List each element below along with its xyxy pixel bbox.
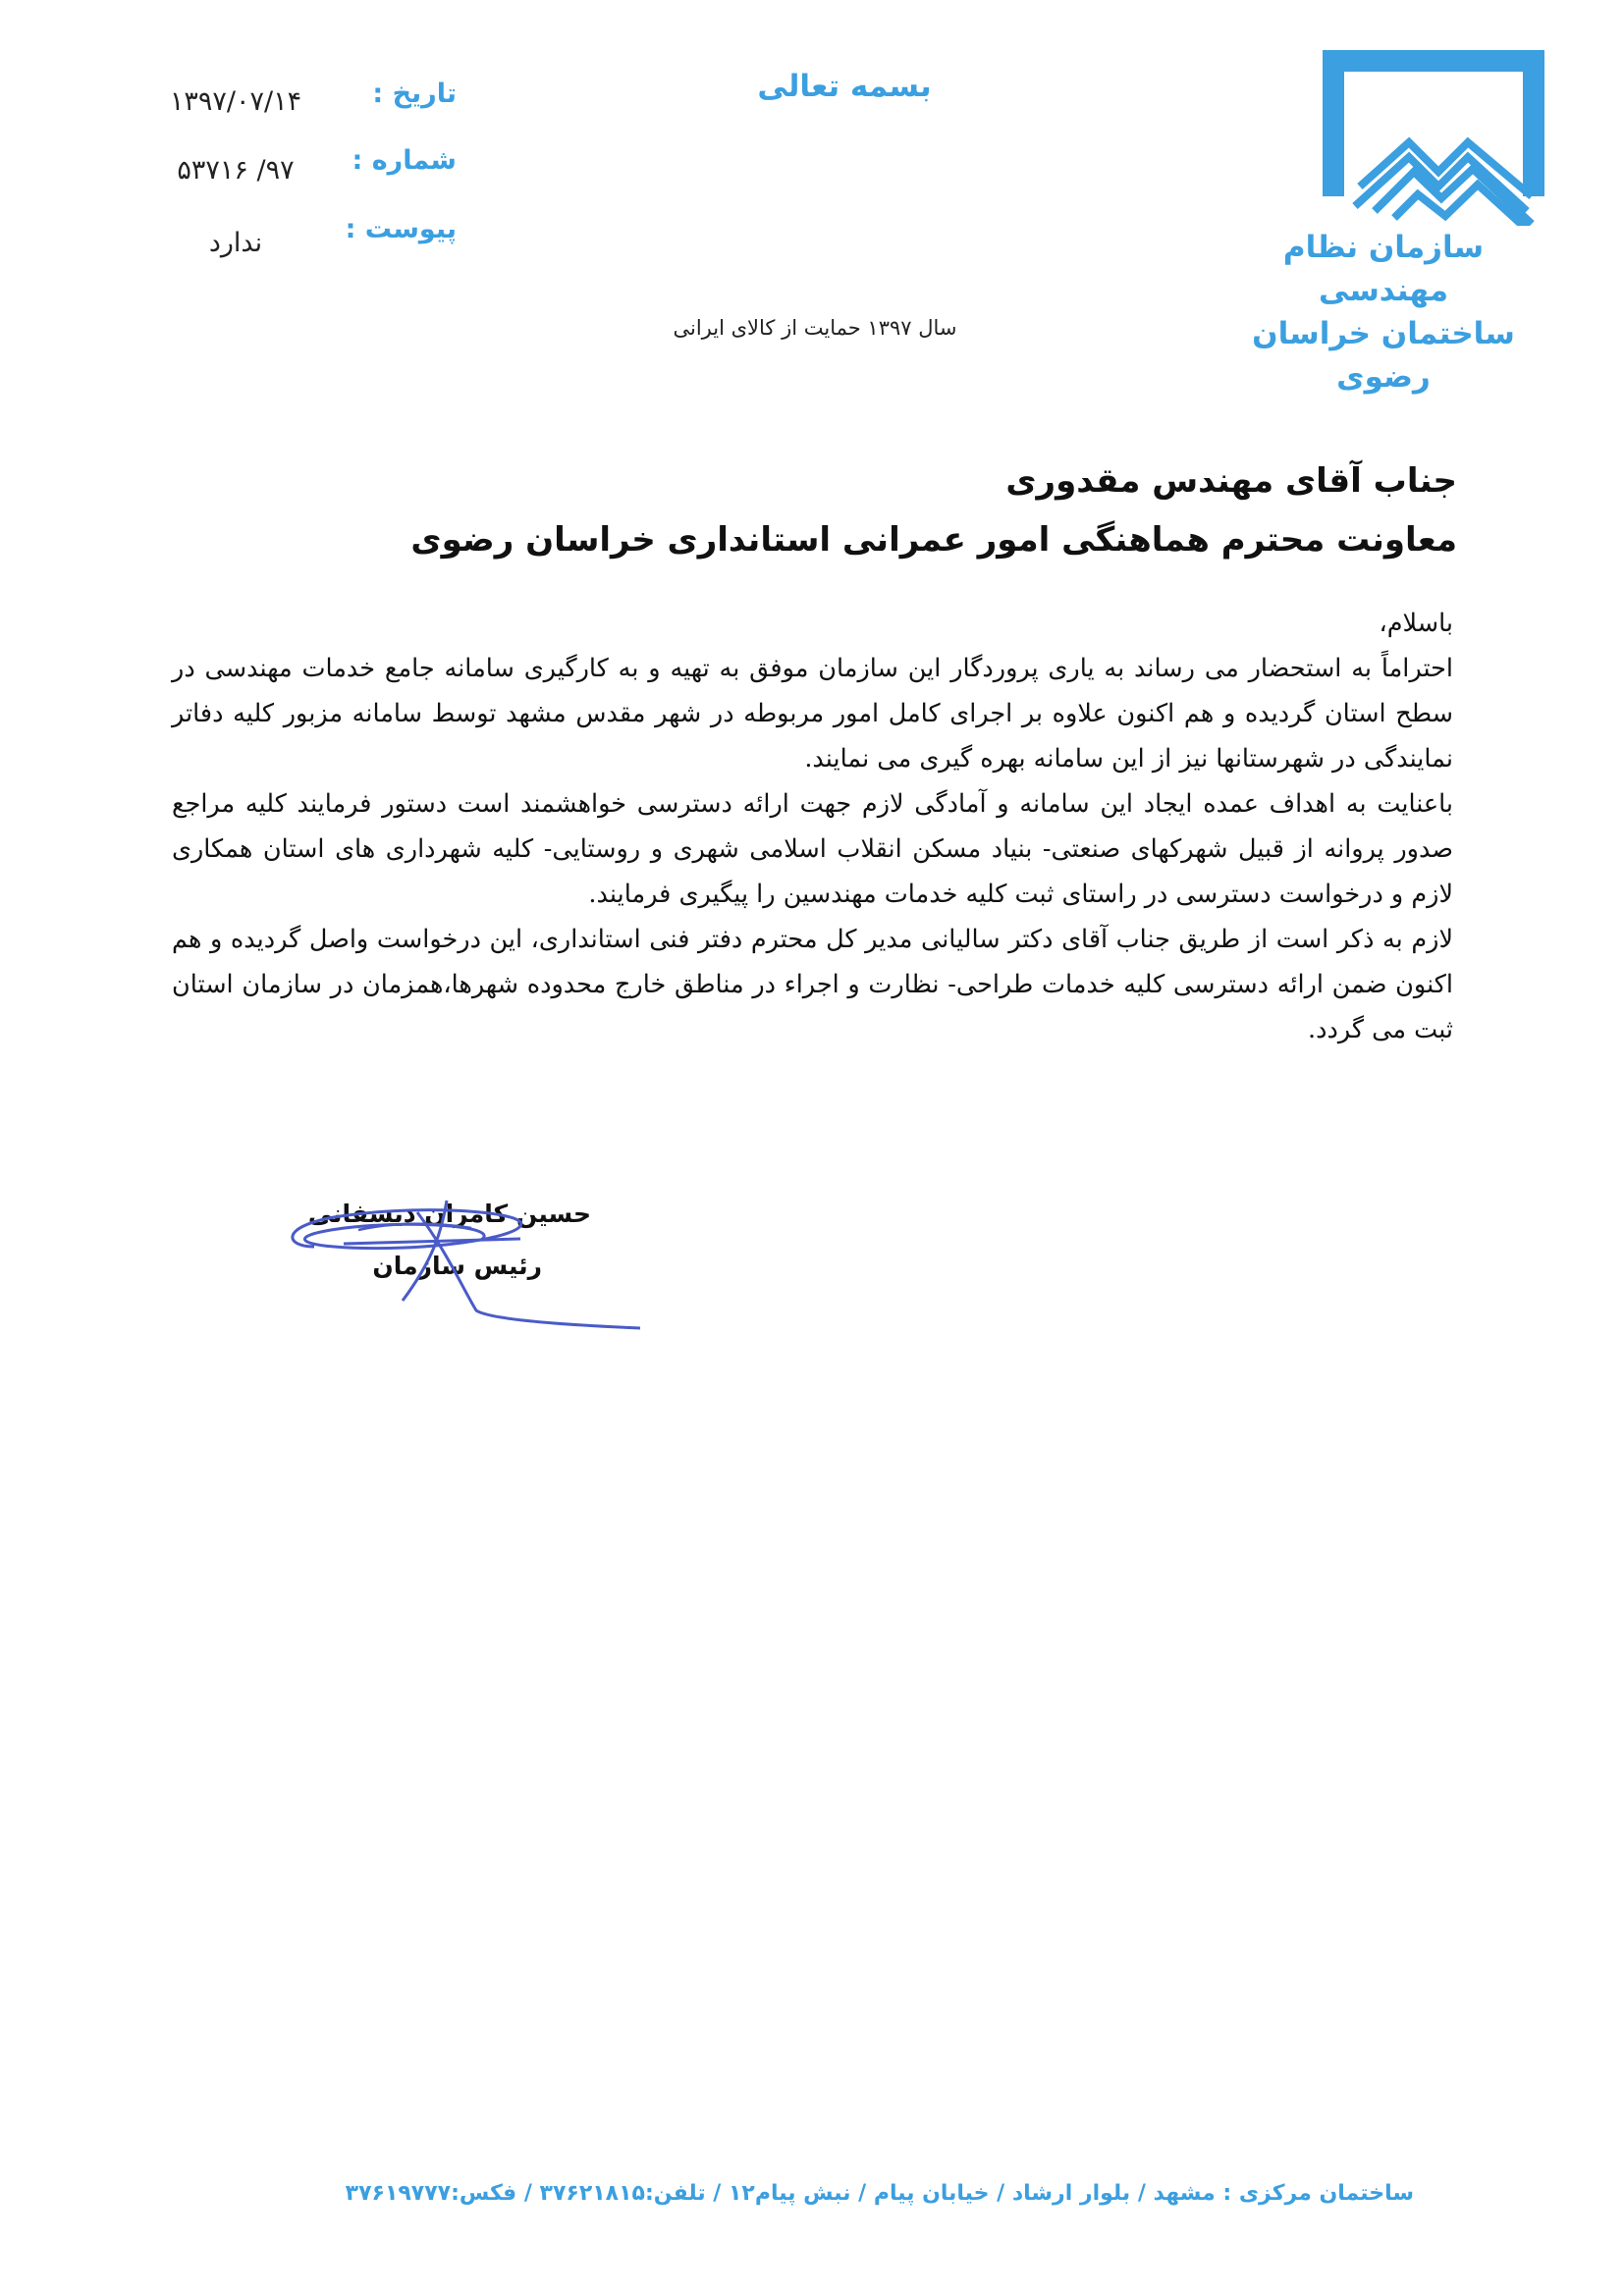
basmala: بسمه تعالی <box>757 69 932 104</box>
body-paragraph-2: باعنایت به اهداف عمده ایجاد این سامانه و آمادگی لازم جهت ارائه دسترسی خواهشمند است دستور فرمایند کلیه مراجع صدور پروانه از قبیل شهرکهای صنعتی- بنیاد مسکن انقلاب اسلامی شهری و روستایی- کلیه شهرداری های استان همکاری لازم و درخواست دسترسی در راستای ثبت کلیه خدمات مهندسین را پیگیری فرمایند. <box>172 789 1453 909</box>
recipient-title: معاونت محترم هماهنگی امور عمرانی استانداری خراسان رضوی <box>410 520 1457 560</box>
letter-body <box>172 601 1453 1052</box>
handwritten-signature <box>275 1193 648 1340</box>
number-value: ۹۷/ ۵۳۷۱۶ <box>177 155 295 186</box>
date-value: ۱۳۹۷/۰۷/۱۴ <box>169 86 302 117</box>
attachment-value: ندارد <box>208 228 263 258</box>
recipient-name: جناب آقای مهندس مقدوری <box>1005 461 1457 501</box>
organization-name-line2: ساختمان خراسان رضوی <box>1252 316 1515 395</box>
body-paragraph-3: لازم به ذکر است از طریق جناب آقای دکتر سالیانی مدیر کل محترم دفتر فنی استانداری، این درخواست واصل گردیده و هم اکنون ضمن ارائه دسترسی کلیه خدمات طراحی- نظارت و اجراء در مناطق خارج محدوده شهرها،همزمان در سازمان استان ثبت می گردد. <box>172 925 1453 1044</box>
year-motto: سال ۱۳۹۷ حمایت از کالای ایرانی <box>673 316 957 340</box>
organization-name <box>1221 226 1545 399</box>
signer-name: حسین کامران دیسفانی <box>307 1200 591 1228</box>
organization-name-line1: سازمان نظام مهندسی <box>1282 230 1485 308</box>
house-stairs-logo-icon <box>1316 49 1551 226</box>
footer-address: ساختمان مرکزی : مشهد / بلوار ارشاد / خیابان پیام / نبش پیام۱۲ / تلفن:۳۷۶۲۱۸۱۵ / فکس:۳۷۶۱۹۷۷۷ <box>345 2181 1414 2206</box>
date-label: تاریخ : <box>372 79 457 109</box>
number-label: شماره : <box>352 145 457 176</box>
attachment-label: پیوست : <box>345 214 457 244</box>
body-paragraph-1: احتراماً به استحضار می رساند به یاری پروردگار این سازمان موفق به تهیه و به کارگیری سامانه جامع خدمات مهندسی در سطح استان گردیده و هم اکنون علاوه بر اجرای کامل امور مربوطه در شهر مقدس مشهد توسط سامانه مزبور کلیه دفاتر نمایندگی در شهرستانها نیز از این سامانه بهره گیری می نمایند. <box>172 654 1453 774</box>
signer-title: رئیس سازمان <box>372 1252 542 1280</box>
greeting: باسلام، <box>1379 609 1453 638</box>
